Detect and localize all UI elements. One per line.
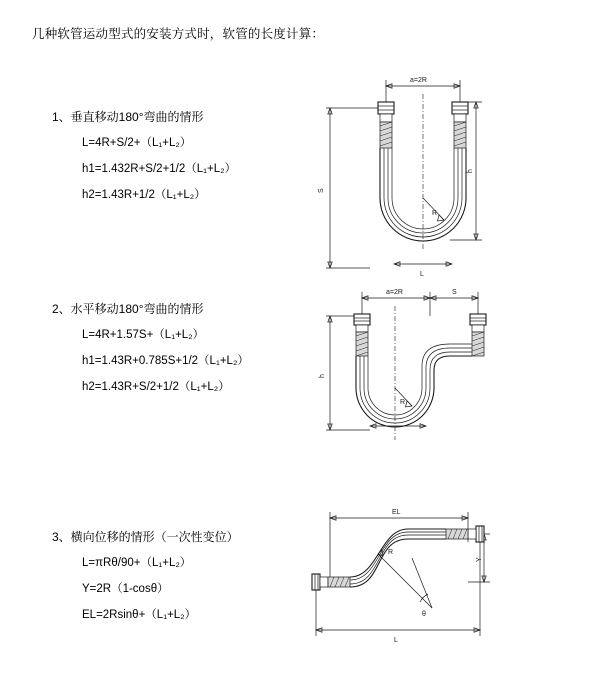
- flange-right: [470, 314, 486, 332]
- hose-s-curve: [350, 529, 446, 587]
- dimension-bottom: [370, 424, 426, 428]
- dim-label-right: h: [467, 169, 474, 173]
- formula: h2=1.43R+1/2（L₁+L₂）: [82, 189, 206, 201]
- dim-label-top2: S: [452, 289, 457, 296]
- dimension-bottom: [316, 542, 480, 644]
- hose-braid-right: [472, 332, 484, 356]
- section-3-formulas: [82, 550, 196, 628]
- flange-right: [452, 102, 468, 122]
- dim-label-top: a=2R: [386, 289, 403, 296]
- dim-label-radius: R: [432, 210, 438, 217]
- hose-braid-right: [454, 122, 466, 148]
- dim-label-angle: θ: [422, 611, 426, 618]
- dimension-top: [330, 509, 468, 582]
- formula: L=4R+S/2+（L₁+L₂）: [82, 137, 192, 149]
- figure-lateral-offset: [292, 498, 502, 648]
- figure-vertical-180-bend: [300, 68, 500, 288]
- flange-left: [354, 314, 370, 332]
- hose-braid-left: [380, 122, 392, 148]
- section-1-formulas: [82, 130, 236, 208]
- flange-left: [312, 574, 328, 590]
- radius-angle-dims: [378, 549, 432, 618]
- page-title: 几种软管运动型式的安装方式时，软管的长度计算：: [32, 27, 325, 41]
- hose-braid-left: [356, 332, 368, 356]
- dim-label-left: S: [318, 188, 325, 193]
- section-2-title: 2、水平移动180°弯曲的情形: [52, 302, 204, 316]
- dim-label-radius: R: [400, 399, 406, 406]
- formula: h1=1.43R+0.785S+1/2（L₁+L₂）: [82, 355, 249, 367]
- formula: h2=1.43R+S/2+1/2（L₁+L₂）: [82, 381, 230, 393]
- dim-label-top: a=2R: [410, 77, 427, 84]
- hose-braid-right: [446, 529, 468, 539]
- hose-u-bend: [356, 344, 472, 427]
- dimension-top: [362, 289, 478, 320]
- dimension-bottom: [394, 262, 452, 278]
- figure-horizontal-180-bend: [300, 280, 500, 480]
- dim-label-radius: R: [388, 549, 394, 556]
- formula: Y=2R（1-cosθ）: [82, 583, 169, 595]
- section-3-title: 3、横向位移的情形（一次性变位）: [52, 530, 239, 544]
- dim-label-right: Y: [476, 557, 483, 562]
- section-2-formulas: [82, 322, 249, 400]
- section-1-title: 1、垂直移动180°弯曲的情形: [52, 110, 204, 124]
- dim-label-bottom: L: [420, 271, 424, 278]
- flange-left: [378, 102, 394, 122]
- formula: h1=1.432R+S/2+1/2（L₁+L₂）: [82, 163, 237, 175]
- radius-dim: [395, 388, 412, 407]
- flange-right: [468, 526, 484, 542]
- dim-label-bottom: L: [394, 637, 398, 644]
- formula: L=4R+1.57S+（L₁+L₂）: [82, 329, 205, 341]
- formula: L=πRθ/90+（L₁+L₂）: [82, 557, 192, 569]
- dim-label-left: h: [319, 374, 326, 378]
- hose-braid-left: [328, 577, 350, 587]
- dim-label-top: EL: [392, 509, 401, 516]
- formula: EL=2Rsinθ+（L₁+L₂）: [82, 609, 197, 621]
- radius-dim: [423, 198, 444, 221]
- dimension-left: [318, 108, 386, 268]
